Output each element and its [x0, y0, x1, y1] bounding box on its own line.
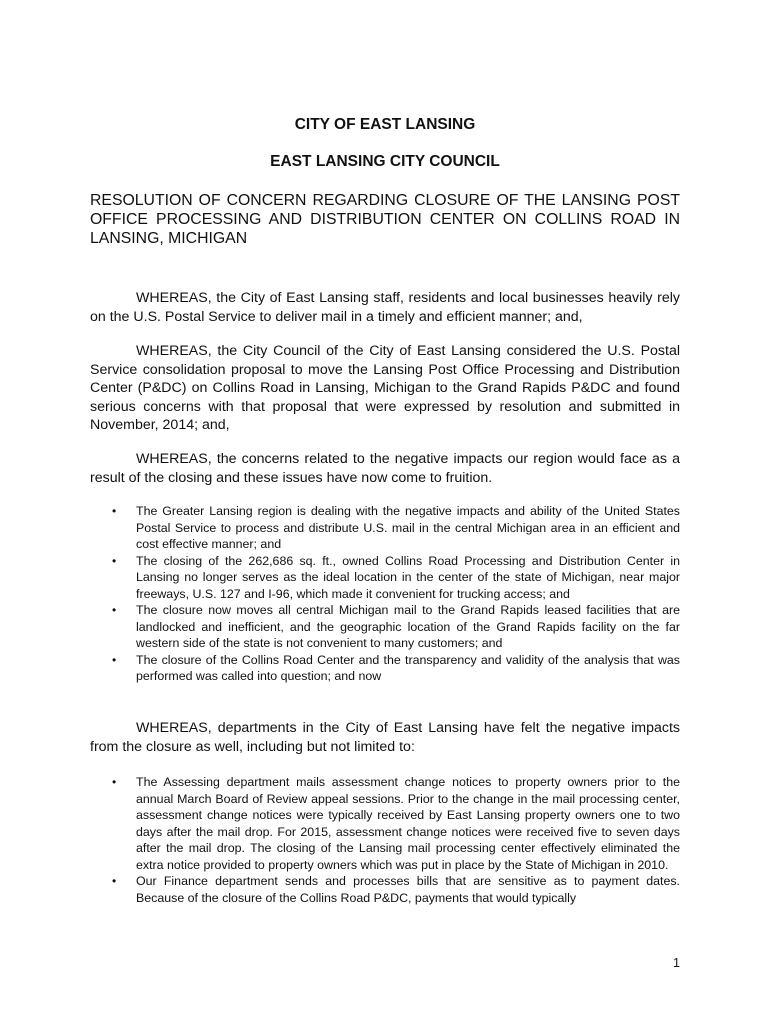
list-item-text: The closure now moves all central Michigan mail to the Grand Rapids leased facilities that are landlocked and inefficient, and the geographic location of the Grand Rapids facility on the far western side of the state is not convenient to many customers; and	[136, 603, 680, 650]
whereas-paragraph-3: WHEREAS, the concerns related to the negative impacts our region would face as a result of the closing and these issues have now come to fruition.	[90, 451, 680, 486]
bullet-icon: •	[112, 775, 117, 789]
bullet-icon: •	[112, 652, 117, 667]
list-item-text: Our Finance department sends and processes bills that are sensitive as to payment dates. Because of the closure of the Collins Road P&DC, payments that would typically	[136, 874, 680, 905]
bullet-icon: •	[112, 553, 117, 568]
department-impacts-list	[90, 774, 680, 906]
list-item	[90, 503, 680, 553]
list-item-text: The Assessing department mails assessment change notices to property owners prior to the annual March Board of Review appeal sessions. Prior to the change in the mail processing center, assessment change notices were typically received by East Lansing property owners one to two days after the mail drop. For 2015, assessment change notices were received five to seven days after the mail drop. The closing of the Lansing mail processing center effectively eliminated the extra notice provided to property owners which was put in place by the State of Michigan in 2010.	[136, 775, 680, 872]
list-item	[90, 774, 680, 873]
bullet-icon: •	[112, 603, 117, 617]
list-item	[90, 873, 680, 906]
impacts-list	[90, 503, 680, 685]
whereas-paragraph-4: WHEREAS, departments in the City of East Lansing have felt the negative impacts from the closure as well, including but not limited to:	[90, 720, 680, 755]
bullet-icon: •	[112, 504, 117, 518]
page-number: 1	[673, 956, 680, 970]
list-item	[90, 553, 680, 603]
list-item-text: The Greater Lansing region is dealing with the negative impacts and ability of the United States Postal Service to process and distribute U.S. mail in the central Michigan area in an efficient and cost effective manner; and	[136, 504, 680, 551]
whereas-paragraph-1: WHEREAS, the City of East Lansing staff, residents and local businesses heavily rely on the U.S. Postal Service to deliver mail in a timely and efficient manner; and,	[90, 290, 680, 325]
resolution-title: RESOLUTION OF CONCERN REGARDING CLOSURE OF THE LANSING POST OFFICE PROCESSING AND DISTRIBUTION CENTER ON COLLINS ROAD IN LANSING, MICHIGAN	[90, 192, 680, 247]
list-item-text: The closing of the 262,686 sq. ft., owned Collins Road Processing and Distribution Center in Lansing no longer serves as the ideal location in the center of the state of Michigan, near major freeways, U.S. 127 and I-96, which made it convenient for trucking access; and	[136, 553, 680, 601]
council-heading: EAST LANSING CITY COUNCIL	[270, 153, 500, 170]
list-item	[90, 602, 680, 652]
list-item	[90, 652, 680, 685]
whereas-paragraph-2: WHEREAS, the City Council of the City of East Lansing considered the U.S. Postal Service consolidation proposal to move the Lansing Post Office Processing and Distribution Center (P&DC) on Collins Road in Lansing, Michigan to the Grand Rapids P&DC and found serious concerns with that proposal that were expressed by resolution and submitted in November, 2014; and,	[90, 343, 680, 433]
bullet-icon: •	[112, 874, 117, 888]
city-heading: CITY OF EAST LANSING	[294, 116, 476, 133]
list-item-text: The closure of the Collins Road Center and the transparency and validity of the analysis that was performed was called into question; and now	[136, 652, 680, 683]
